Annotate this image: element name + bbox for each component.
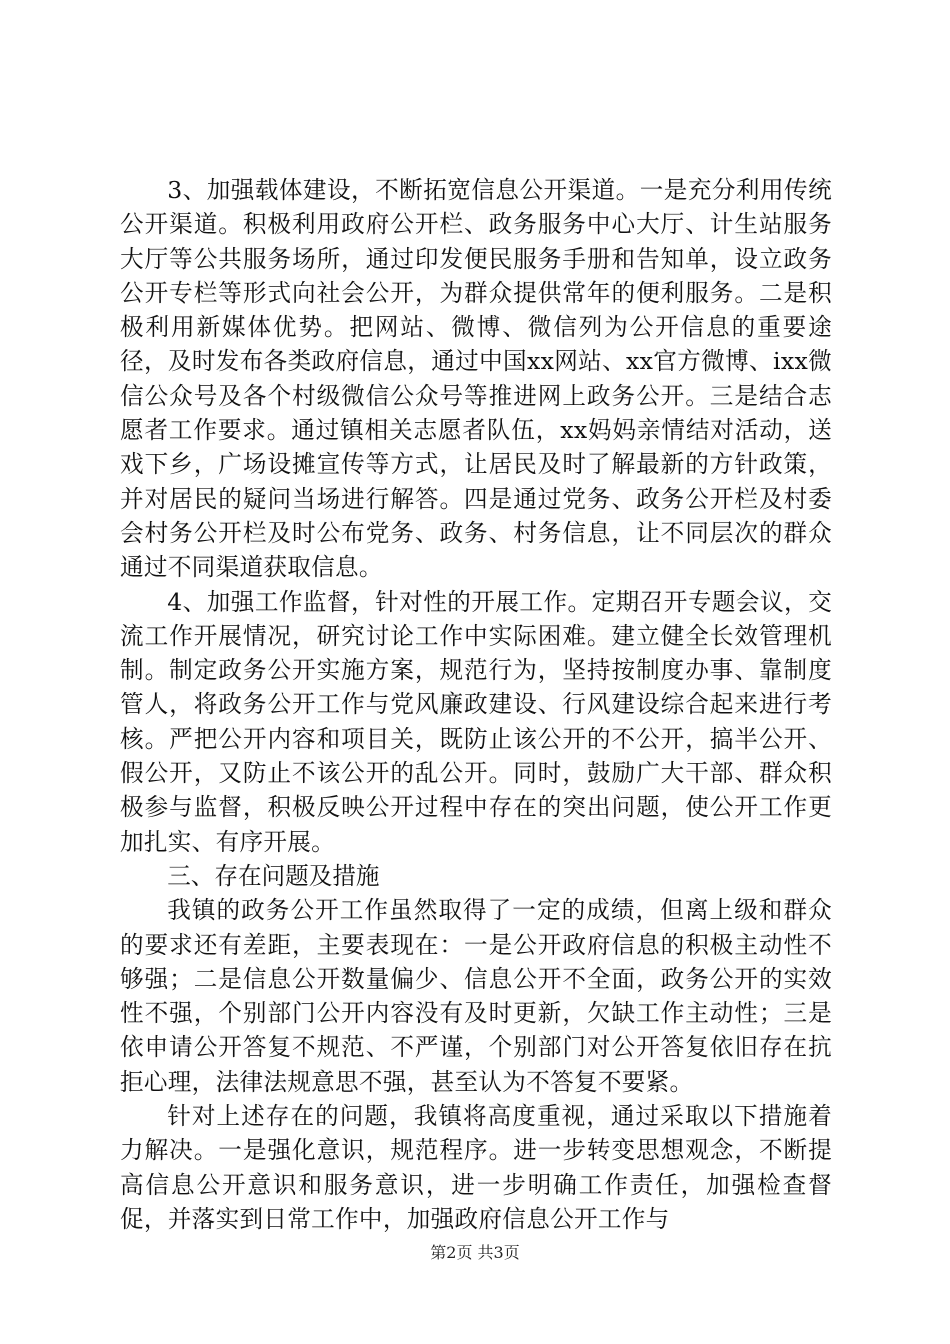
page-footer: 第2页 共3页: [430, 1243, 520, 1262]
document-body: [120, 173, 832, 1236]
paragraph-4-work-supervision: 4、加强工作监督，针对性的开展工作。定期召开专题会议，交流工作开展情况，研究讨论工作中实际困难。建立健全长效管理机制。制定政务公开实施方案，规范行为，坚持按制度办事、靠制度管人，将政务公开工作与党风廉政建设、行风建设综合起来进行考核。严把公开内容和项目关，既防止该公开的不公开，搞半公开、假公开，又防止不该公开的乱公开。同时，鼓励广大干部、群众积极参与监督，积极反映公开过程中存在的突出问题，使公开工作更加扎实、有序开展。: [120, 587, 832, 856]
section-heading: 三、存在问题及措施: [167, 861, 380, 890]
paragraph-measures: 针对上述存在的问题，我镇将高度重视，通过采取以下措施着力解决。一是强化意识，规范程序。进一步转变思想观念，不断提高信息公开意识和服务意识，进一步明确工作责任，加强检查督促，并落实到日常工作中，加强政府信息公开工作与: [120, 1102, 832, 1233]
paragraph-3-carrier-construction: 3、加强载体建设，不断拓宽信息公开渠道。一是充分利用传统公开渠道。积极利用政府公开栏、政务服务中心大厅、计生站服务大厅等公共服务场所，通过印发便民服务手册和告知单，设立政务公开专栏等形式向社会公开，为群众提供常年的便利服务。二是积极利用新媒体优势。把网站、微博、微信列为公开信息的重要途径，及时发布各类政府信息，通过中国xx网站、xx官方微博、ixx微信公众号及各个村级微信公众号等推进网上政务公开。三是结合志愿者工作要求。通过镇相关志愿者队伍，xx妈妈亲情结对活动，送戏下乡，广场设摊宣传等方式，让居民及时了解最新的方针政策，并对居民的疑问当场进行解答。四是通过党务、政务公开栏及村委会村务公开栏及时公布党务、政务、村务信息，让不同层次的群众通过不同渠道获取信息。: [120, 176, 832, 582]
paragraph-existing-problems: 我镇的政务公开工作虽然取得了一定的成绩，但离上级和群众的要求还有差距，主要表现在：一是公开政府信息的积极主动性不够强；二是信息公开数量偏少、信息公开不全面，政务公开的实效性不强，个别部门公开内容没有及时更新，欠缺工作主动性；三是依申请公开答复不规范、不严谨，个别部门对公开答复依旧存在抗拒心理，法律法规意思不强，甚至认为不答复不要紧。: [120, 896, 832, 1096]
